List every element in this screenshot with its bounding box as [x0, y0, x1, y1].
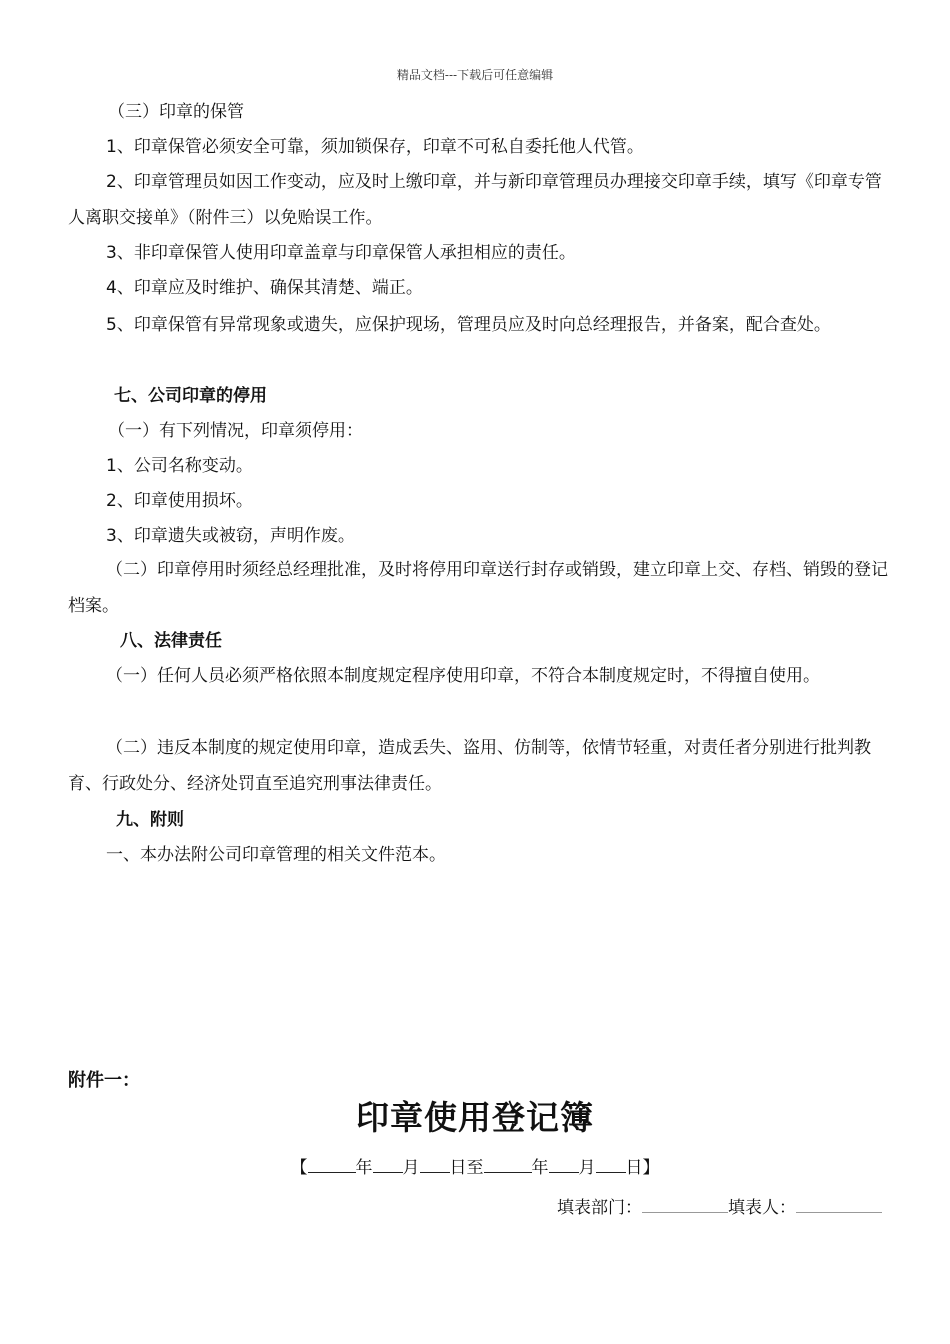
section-heading: 九、附则: [116, 810, 184, 830]
page-header: 精品文档---下载后可任意编辑: [396, 68, 554, 82]
dept-blank[interactable]: [642, 1198, 728, 1213]
paragraph: 2、印章使用损坏。: [106, 491, 253, 511]
month2-blank[interactable]: [549, 1158, 579, 1173]
month2-label: 月: [578, 1158, 596, 1178]
paragraph: （一）有下列情况，印章须停用：: [108, 421, 363, 441]
paragraph: 2、印章管理员如因工作变动，应及时上缴印章，并与新印章管理员办理接交印章手续，填写《印章专管人离职交接单》（附件三）以免贻误工作。: [68, 172, 882, 228]
day2-blank[interactable]: [596, 1158, 626, 1173]
bracket-close: 】: [642, 1158, 660, 1178]
month-label: 月: [402, 1158, 420, 1178]
paragraph: 1、公司名称变动。: [106, 456, 253, 476]
paragraph: 一、本办法附公司印章管理的相关文件范本。: [106, 845, 446, 865]
paragraph: 3、非印章保管人使用印章盖章与印章保管人承担相应的责任。: [106, 243, 576, 263]
day-blank[interactable]: [420, 1158, 450, 1173]
day-to-label: 日至: [449, 1158, 484, 1178]
month-blank[interactable]: [373, 1158, 403, 1173]
paragraph: （二）违反本制度的规定使用印章，造成丢失、盗用、仿制等，依情节轻重，对责任者分别进行批判教育、行政处分、经济处罚直至追究刑事法律责任。: [68, 738, 871, 794]
year-blank[interactable]: [308, 1158, 356, 1173]
year-label: 年: [355, 1158, 373, 1178]
paragraph: 1、印章保管必须安全可靠，须加锁保存，印章不可私自委托他人代管。: [106, 137, 644, 157]
bracket-open: 【: [290, 1158, 308, 1178]
fill-info-line: [557, 1193, 882, 1218]
date-range-line: [0, 1153, 950, 1178]
filler-blank[interactable]: [796, 1198, 882, 1213]
paragraph: （二）印章停用时须经总经理批准，及时将停用印章送行封存或销毁，建立印章上交、存档、销毁的登记档案。: [68, 560, 888, 616]
section-heading: 七、公司印章的停用: [114, 386, 267, 406]
annex-label: 附件一：: [68, 1070, 140, 1091]
paragraph: 5、印章保管有异常现象或遗失，应保护现场，管理员应及时向总经理报告，并备案，配合查处。: [106, 315, 831, 335]
section-heading: 八、法律责任: [120, 631, 222, 651]
year2-blank[interactable]: [484, 1158, 532, 1173]
paragraph: 4、印章应及时维护、确保其清楚、端正。: [106, 278, 423, 298]
paragraph: （三）印章的保管: [108, 102, 244, 122]
year2-label: 年: [531, 1158, 549, 1178]
paragraph: 3、印章遗失或被窃，声明作废。: [106, 526, 355, 546]
paragraph: （一）任何人员必须严格依照本制度规定程序使用印章，不符合本制度规定时，不得擅自使用。: [106, 666, 820, 686]
annex-title: 印章使用登记簿: [356, 1098, 594, 1137]
dept-label: 填表部门：: [557, 1198, 642, 1218]
filler-label: 填表人：: [728, 1198, 796, 1218]
day2-label: 日: [625, 1158, 643, 1178]
